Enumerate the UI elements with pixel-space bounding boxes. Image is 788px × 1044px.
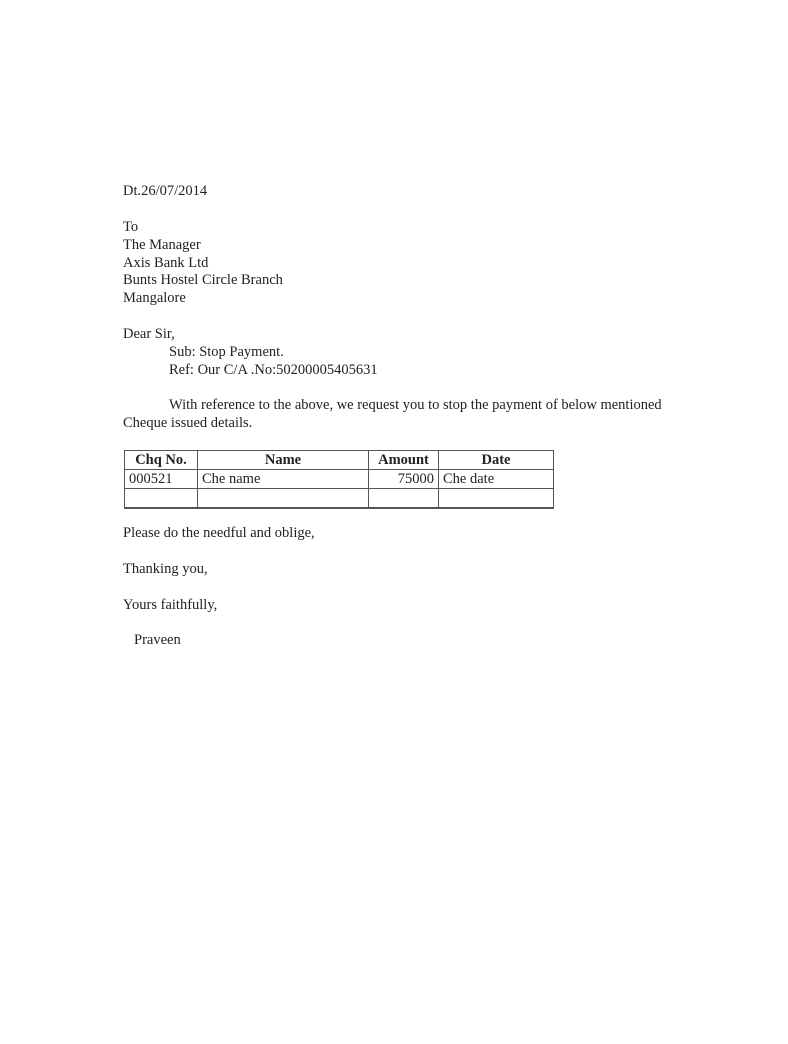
address-line: Axis Bank Ltd [123, 255, 209, 271]
column-header-date: Date [439, 451, 554, 470]
cell-amount: 75000 [369, 470, 439, 489]
closing-request: Please do the needful and oblige, [123, 525, 315, 541]
subject-line: Sub: Stop Payment. [169, 344, 284, 360]
reference-line: Ref: Our C/A .No:50200005405631 [169, 362, 378, 378]
closing-thanks: Thanking you, [123, 561, 208, 577]
address-line: Mangalore [123, 290, 186, 306]
salutation: Dear Sir, [123, 326, 175, 342]
closing-valediction: Yours faithfully, [123, 597, 218, 613]
cell-date [439, 489, 554, 509]
table-row [125, 489, 554, 509]
table-header-row [125, 451, 554, 470]
body-text-line: Cheque issued details. [123, 415, 253, 431]
address-line: Bunts Hostel Circle Branch [123, 272, 283, 288]
cell-name [198, 489, 369, 509]
letter-date: Dt.26/07/2014 [123, 183, 208, 199]
cheque-details-table [124, 450, 554, 509]
cell-chq-no [125, 489, 198, 509]
body-text-line: With reference to the above, we request you to stop the payment of below mentioned [169, 397, 662, 413]
cell-name: Che name [198, 470, 369, 489]
address-line: The Manager [123, 237, 201, 253]
column-header-name: Name [198, 451, 369, 470]
address-line: To [123, 219, 139, 235]
cell-chq-no: 000521 [125, 470, 198, 489]
column-header-amount: Amount [369, 451, 439, 470]
cell-amount [369, 489, 439, 509]
column-header-chq-no: Chq No. [125, 451, 198, 470]
signature-name: Praveen [134, 632, 181, 648]
cell-date: Che date [439, 470, 554, 489]
table-row [125, 470, 554, 489]
